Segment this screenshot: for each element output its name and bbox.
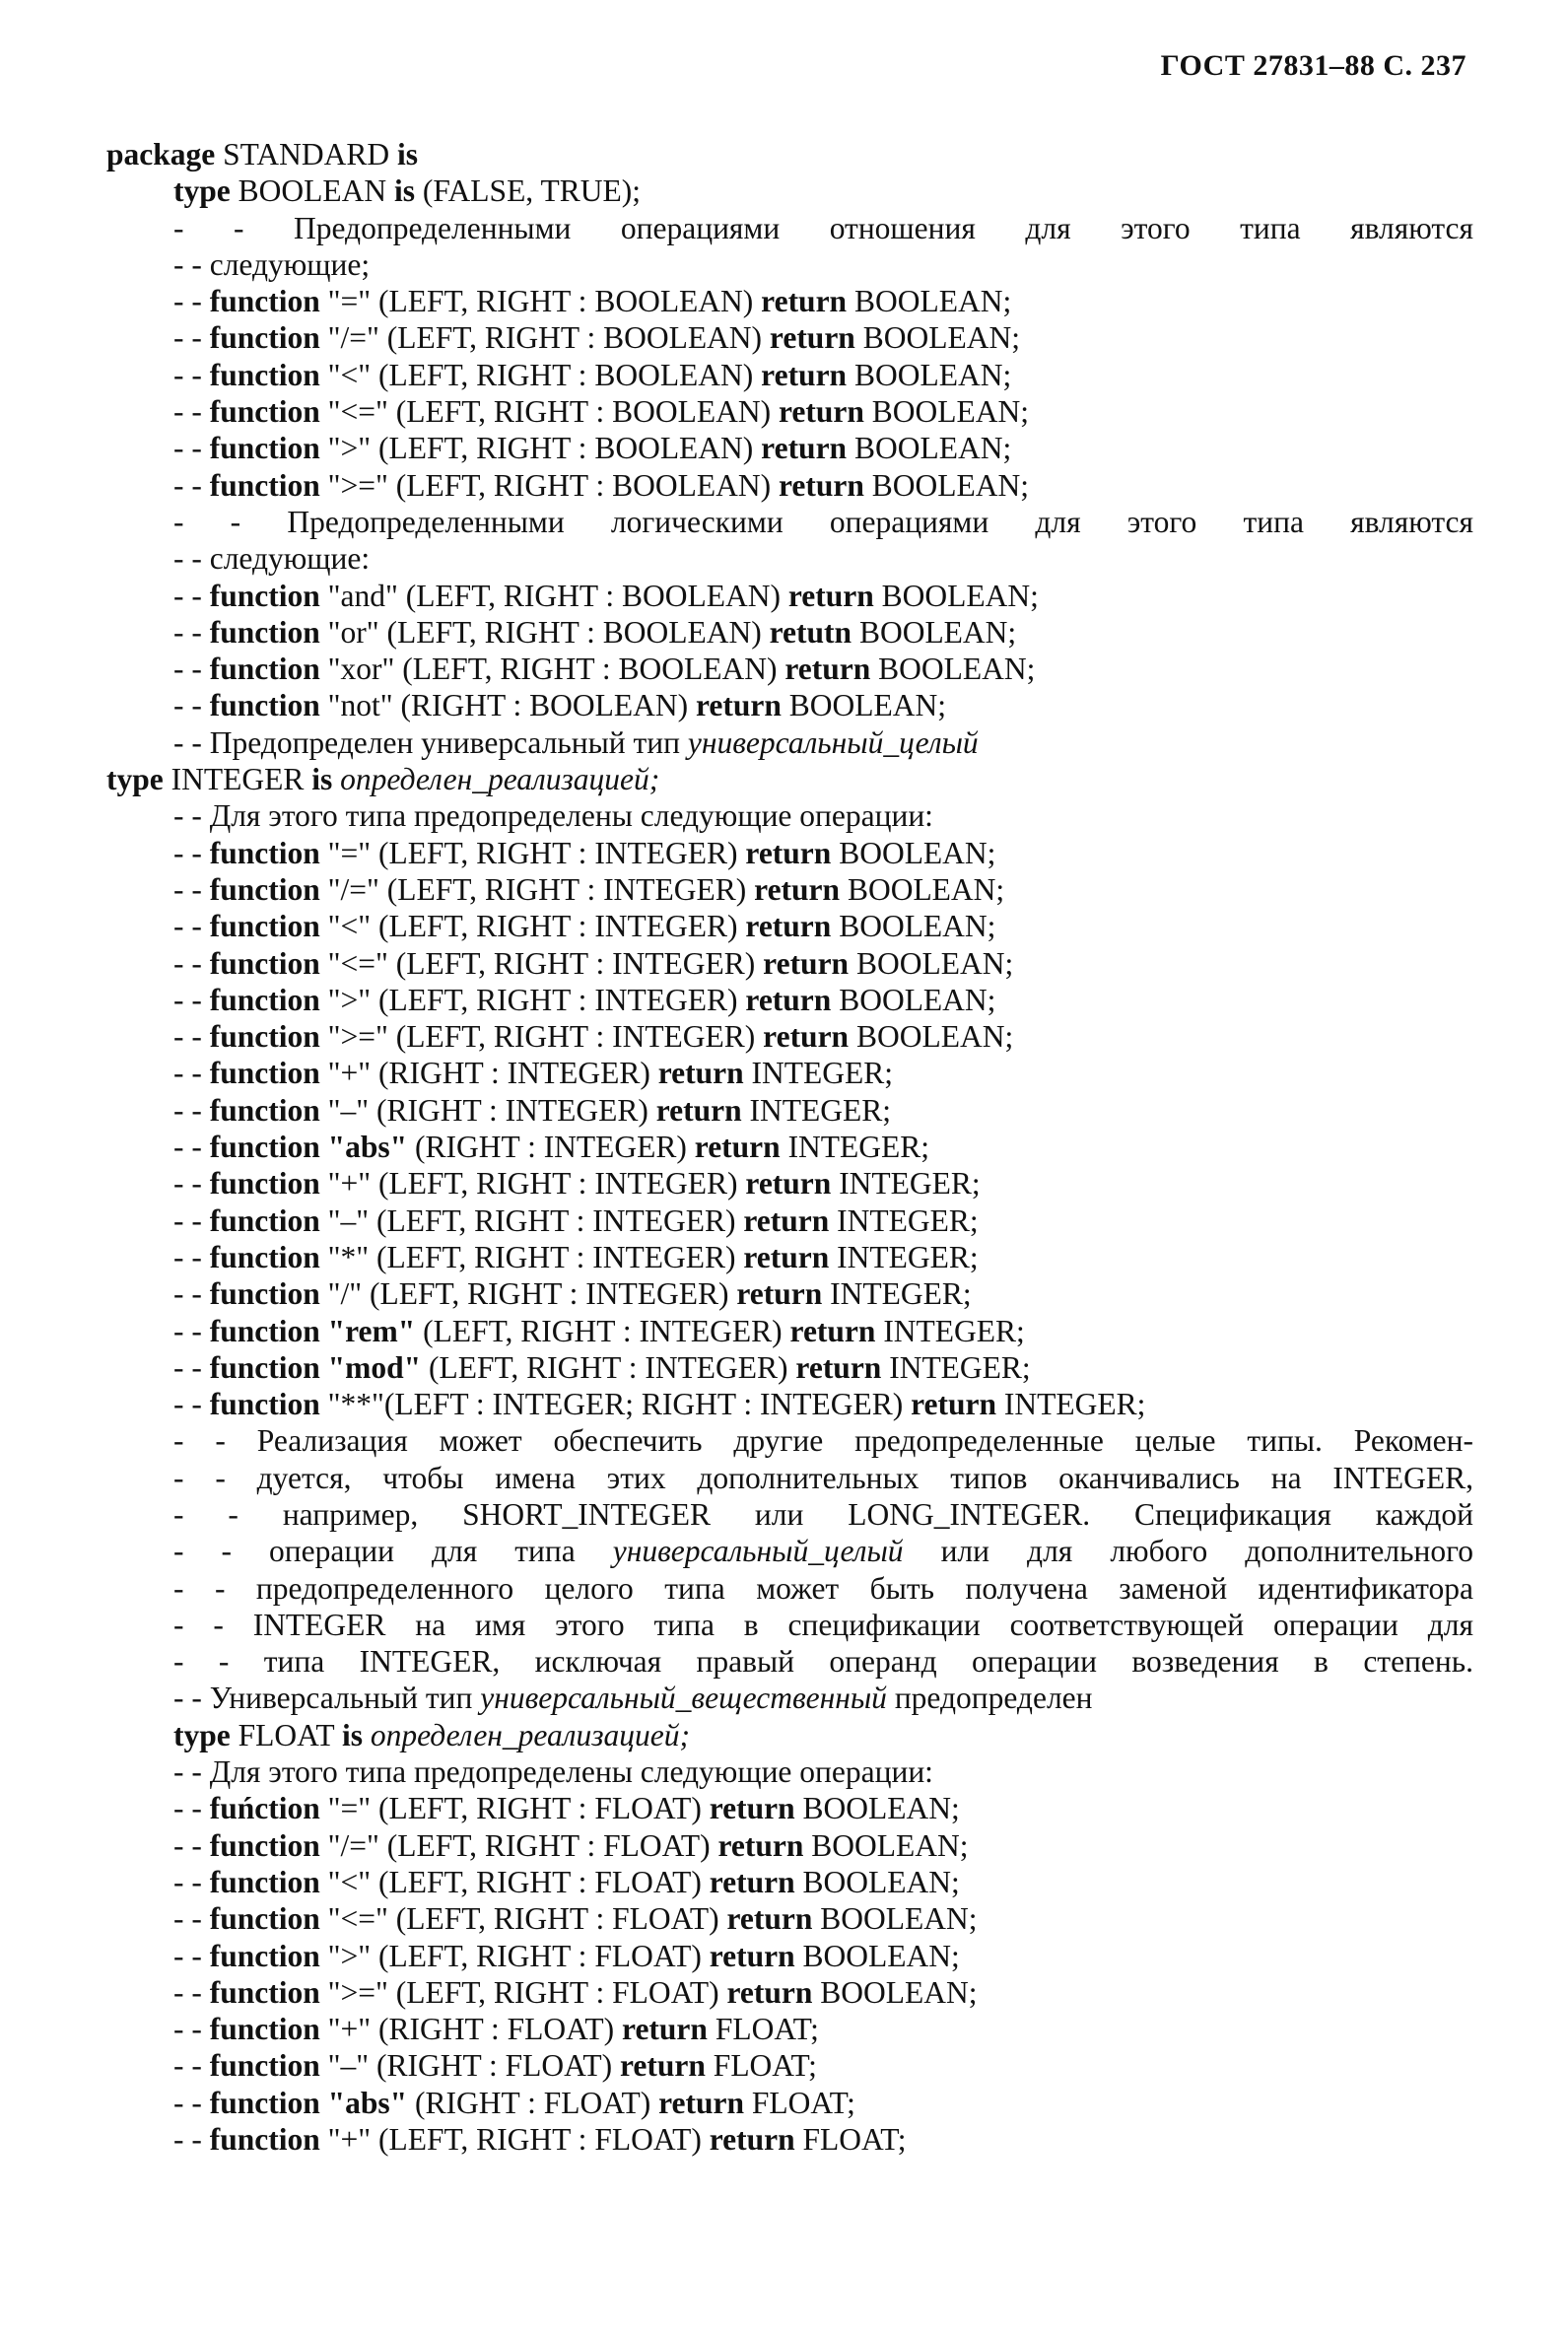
text-run: BOOLEAN; [840,871,1005,907]
keyword: return [784,652,871,687]
text-line [106,1938,1473,1974]
text-run: ">" (LEFT, RIGHT : FLOAT) [319,1938,710,1973]
keyword: return [709,2122,795,2158]
text-run: - - [173,1349,210,1385]
text-line [106,687,1473,723]
text-run: BOOLEAN; [794,1938,960,1973]
text-line [106,246,1473,283]
keyword: return [745,982,832,1017]
text-run: - - [173,2012,210,2047]
keyword: function [209,2085,320,2120]
text-run: INTEGER; [831,1166,981,1202]
text-run: - - операции для типа [173,1534,613,1569]
keyword: return [743,1239,830,1274]
keyword: function [209,1349,320,1385]
keyword: function [209,1019,320,1055]
text-line [106,835,1473,871]
text-run: INTEGER; [829,1202,979,1238]
text-line [106,319,1473,356]
keyword: is [341,1717,363,1752]
keyword: function [209,1239,320,1274]
keyword: is [397,137,419,172]
text-run: - - [173,1938,210,1973]
text-line [106,1239,1473,1275]
text-line [106,1129,1473,1165]
text-run: - - [173,2122,210,2158]
keyword: function [209,871,320,907]
text-run: ">=" (LEFT, RIGHT : FLOAT) [319,1974,727,2010]
text-run: "–" (RIGHT : INTEGER) [319,1092,656,1128]
keyword: "abs" [327,2085,408,2120]
keyword: return [622,2012,708,2047]
text-run: BOOLEAN; [854,320,1020,356]
text-run: FLOAT; [705,2048,817,2084]
keyword: return [736,1276,823,1312]
text-run: "–" (LEFT, RIGHT : INTEGER) [319,1202,744,1238]
text-run: INTEGER; [881,1349,1031,1385]
keyword: function [209,1901,320,1937]
text-run: - - [173,945,210,981]
keyword: type [173,173,231,209]
text-run: FLOAT; [707,2012,819,2047]
italic-term: определен_реализацией; [340,762,660,797]
text-run: "+" (LEFT, RIGHT : INTEGER) [319,1166,746,1202]
text-run: BOOLEAN; [863,467,1029,503]
text-run [363,1718,371,1752]
text-run: BOOLEAN; [847,357,1012,392]
text-line [106,1607,1473,1643]
text-run: INTEGER [163,762,312,797]
keyword: return [761,357,848,392]
text-line [106,1680,1473,1716]
keyword: function [209,614,320,650]
text-run: - - [173,578,210,613]
text-run: - - следующие; [173,246,371,282]
text-run: - - INTEGER на имя этого типа в спецификации соответствующей операции для [173,1607,1473,1642]
text-line [106,1643,1473,1680]
text-run: - - [173,982,210,1017]
text-line [106,724,1473,761]
keyword: return [726,1974,813,2010]
keyword: function [209,467,320,503]
text-line [106,871,1473,908]
text-run: - - Для этого типа предопределены следующие операции: [173,1754,933,1790]
text-run [320,1350,328,1385]
keyword: return [763,945,850,981]
text-run: BOOLEAN; [870,652,1036,687]
text-run: - - [173,909,210,944]
text-run: "*" (LEFT, RIGHT : INTEGER) [319,1239,744,1274]
text-run: ">" (LEFT, RIGHT : BOOLEAN) [319,431,762,466]
text-line [106,1974,1473,2011]
keyword: function [209,1276,320,1312]
text-run: BOOLEAN; [831,982,996,1017]
keyword: function [209,982,320,1017]
text-run: "–" (RIGHT : FLOAT) [319,2048,621,2084]
text-line [106,1313,1473,1349]
keyword: return [709,1791,795,1826]
keyword: function [209,320,320,356]
keyword: function [209,2012,320,2047]
text-run: "/=" (LEFT, RIGHT : BOOLEAN) [319,320,770,356]
text-line [106,504,1473,540]
keyword: type [106,762,164,797]
keyword: fuńction [209,1791,320,1826]
keyword: return [658,2085,744,2120]
text-run: BOOLEAN; [781,688,947,723]
keyword: return [709,1864,795,1899]
text-line [106,651,1473,687]
italic-term: универсальный_целый [612,1534,904,1569]
text-line [106,1717,1473,1753]
keyword: function [209,1313,320,1348]
keyword: function [209,394,320,430]
text-run: INTEGER; [829,1239,979,1274]
keyword: function [209,652,320,687]
text-run: - - [173,1202,210,1238]
italic-term: определен_реализацией; [370,1717,690,1752]
italic-term: универсальный_целый [687,724,979,760]
text-run: - - типа INTEGER, исключая правый операнд операции возведения в степень. [173,1644,1473,1680]
text-line [106,1275,1473,1312]
text-run [332,762,340,796]
text-line [106,136,1473,172]
keyword: return [745,835,832,870]
text-run: INTEGER; [743,1056,894,1091]
keyword: "mod" [327,1349,422,1385]
keyword: return [694,1130,781,1165]
text-run: STANDARD [215,137,397,172]
text-run: BOOLEAN; [803,1827,969,1863]
text-line [106,2121,1473,2158]
keyword: return [726,1901,813,1937]
text-run: INTEGER; [822,1276,972,1312]
keyword: function [209,1166,320,1202]
text-run: - - [173,688,210,723]
keyword: return [787,578,874,613]
text-run: BOOLEAN; [794,1864,960,1899]
text-run: - - Предопределенными операциями отношения для этого типа являются [173,210,1473,245]
text-run: BOOLEAN; [847,431,1012,466]
text-run: - - [173,1864,210,1899]
keyword: return [620,2048,706,2084]
text-run: предопределен [886,1681,1093,1716]
text-run: BOOLEAN; [863,394,1029,430]
text-line [106,1422,1473,1459]
keyword: "rem" [327,1313,416,1348]
text-line [106,2085,1473,2121]
text-run: - - Универсальный тип [173,1681,481,1716]
keyword: return [745,909,832,944]
text-line [106,172,1473,209]
text-line [106,1900,1473,1937]
keyword: function [209,1864,320,1899]
keyword: return [778,394,864,430]
text-line [106,1349,1473,1386]
text-run: BOOLEAN; [831,909,996,944]
text-run: - - [173,1901,210,1937]
text-run: - - [173,1056,210,1091]
text-run: BOOLEAN; [849,945,1014,981]
text-line [106,1570,1473,1607]
text-line [106,1753,1473,1790]
text-run: "<" (LEFT, RIGHT : INTEGER) [319,909,746,944]
keyword: package [106,137,216,172]
text-line [106,2011,1473,2047]
text-line [106,1202,1473,1239]
italic-term: универсальный_вещественный [480,1681,887,1716]
keyword: function [209,2122,320,2158]
text-run: "**"(LEFT : INTEGER; RIGHT : INTEGER) [319,1387,912,1422]
text-run: BOOLEAN [230,173,394,209]
text-run: ">=" (LEFT, RIGHT : BOOLEAN) [319,467,779,503]
text-run: - - [173,1019,210,1055]
text-run: "and" (LEFT, RIGHT : BOOLEAN) [319,578,788,613]
text-run: "=" (LEFT, RIGHT : BOOLEAN) [319,284,762,319]
text-run: "not" (RIGHT : BOOLEAN) [319,688,696,723]
keyword: return [657,1056,744,1091]
document-body [106,136,1473,2158]
text-run: BOOLEAN; [812,1901,978,1937]
text-run: - - дуется, чтобы имена этих дополнительных типов оканчивались на INTEGER, [173,1460,1473,1495]
text-run: BOOLEAN; [852,614,1017,650]
text-line [106,357,1473,393]
text-run: FLOAT; [743,2085,855,2120]
text-run: FLOAT; [794,2122,907,2158]
text-run: - - [173,1276,210,1312]
text-run: INTEGER; [996,1387,1146,1422]
text-run: INTEGER; [875,1313,1025,1348]
keyword: function [209,2048,320,2084]
keyword: return [911,1387,997,1422]
keyword: function [209,1092,320,1128]
text-run: - - [173,1130,210,1165]
keyword: function [209,1056,320,1091]
text-run: BOOLEAN; [831,835,996,870]
keyword: function [209,835,320,870]
keyword: return [696,688,782,723]
keyword: function [209,688,320,723]
keyword: return [743,1202,830,1238]
text-run: "/" (LEFT, RIGHT : INTEGER) [319,1276,737,1312]
text-run: - - [173,357,210,392]
text-run: ">" (LEFT, RIGHT : INTEGER) [319,982,746,1017]
text-run: - - [173,1974,210,2010]
text-run: - - Предопределен универсальный тип [173,724,688,760]
text-run: - - [173,835,210,870]
text-run: "+" (RIGHT : INTEGER) [319,1056,658,1091]
text-line [106,1092,1473,1129]
text-run [320,1314,328,1348]
keyword: function [209,1827,320,1863]
text-run: (LEFT, RIGHT : INTEGER) [415,1313,790,1348]
keyword: return [717,1827,804,1863]
text-run: - - Предопределенными логическими операциями для этого типа являются [173,504,1473,539]
text-run: - - [173,2048,210,2084]
text-run: - - [173,614,210,650]
text-line [106,908,1473,944]
text-run: - - [173,1239,210,1274]
text-run: "/=" (LEFT, RIGHT : FLOAT) [319,1827,718,1863]
text-run: - - [173,284,210,319]
text-run: "<" (LEFT, RIGHT : FLOAT) [319,1864,710,1899]
text-line [106,1864,1473,1900]
text-run: "=" (LEFT, RIGHT : FLOAT) [319,1791,710,1826]
text-run: - - [173,1827,210,1863]
keyword: function [209,1387,320,1422]
text-run: - - [173,871,210,907]
text-run: - - Реализация может обеспечить другие предопределенные целые типы. Рекомен- [173,1423,1473,1459]
text-line [106,210,1473,246]
keyword: return [709,1938,795,1973]
text-line [106,2047,1473,2084]
text-run: - - [173,1092,210,1128]
text-line [106,430,1473,466]
text-run: - - [173,431,210,466]
page-header: ГОСТ 27831–88 С. 237 [1160,49,1466,82]
text-run: INTEGER; [780,1130,930,1165]
keyword: return [795,1349,882,1385]
text-run: "=" (LEFT, RIGHT : INTEGER) [319,835,746,870]
text-line [106,614,1473,651]
text-line [106,1165,1473,1202]
keyword: function [209,578,320,613]
text-line [106,1018,1473,1055]
keyword: function [209,909,320,944]
keyword: retutn [769,614,852,650]
text-run: FLOAT [230,1717,342,1752]
text-run: - - [173,394,210,430]
keyword: return [778,467,864,503]
text-run: - - [173,1166,210,1202]
keyword: "abs" [327,1130,408,1165]
text-line [106,1790,1473,1826]
text-run: - - [173,1387,210,1422]
keyword: return [769,320,855,356]
text-run: "or" (LEFT, RIGHT : BOOLEAN) [319,614,770,650]
text-run: - - [173,320,210,356]
keyword: return [789,1313,876,1348]
text-line [106,283,1473,319]
text-line [106,945,1473,982]
text-line [106,1386,1473,1422]
keyword: function [209,1130,320,1165]
keyword: return [763,1019,850,1055]
keyword: return [761,431,848,466]
text-run: BOOLEAN; [812,1974,978,2010]
text-run: - - [173,467,210,503]
text-run: "/=" (LEFT, RIGHT : INTEGER) [319,871,755,907]
text-run: (RIGHT : INTEGER) [407,1130,695,1165]
text-run [320,2086,328,2120]
text-line [106,797,1473,834]
keyword: return [761,284,848,319]
text-line [106,1460,1473,1496]
text-line [106,540,1473,577]
text-run: "<" (LEFT, RIGHT : BOOLEAN) [319,357,762,392]
text-run: INTEGER; [741,1092,891,1128]
text-run: или для любого дополнительного [903,1534,1473,1569]
text-run: - - [173,1791,210,1826]
keyword: return [655,1092,742,1128]
text-run: (LEFT, RIGHT : INTEGER) [421,1349,796,1385]
text-line [106,982,1473,1018]
text-run: - - [173,2085,210,2120]
text-run: "<=" (LEFT, RIGHT : FLOAT) [319,1901,727,1937]
text-run: BOOLEAN; [873,578,1039,613]
text-line [106,1827,1473,1864]
text-run: - - [173,652,210,687]
text-run: - - предопределенного целого типа может быть получена заменой идентификатора [173,1570,1473,1606]
text-run [320,1130,328,1164]
text-run: - - следующие: [173,541,371,577]
text-run: BOOLEAN; [849,1019,1014,1055]
text-line [106,761,1473,797]
text-line [106,578,1473,614]
text-run: BOOLEAN; [794,1791,960,1826]
keyword: return [754,871,841,907]
keyword: function [209,284,320,319]
text-run: "+" (LEFT, RIGHT : FLOAT) [319,2122,710,2158]
keyword: is [394,173,416,209]
text-run: "<=" (LEFT, RIGHT : BOOLEAN) [319,394,779,430]
keyword: is [311,762,333,797]
keyword: return [745,1166,832,1202]
keyword: function [209,945,320,981]
text-run: - - Для этого типа предопределены следующие операции: [173,798,933,834]
keyword: function [209,1202,320,1238]
text-run: "xor" (LEFT, RIGHT : BOOLEAN) [319,652,785,687]
text-line [106,1496,1473,1533]
keyword: type [173,1717,231,1752]
text-run: ">=" (LEFT, RIGHT : INTEGER) [319,1019,764,1055]
keyword: function [209,1938,320,1973]
text-line [106,393,1473,430]
text-run: BOOLEAN; [847,284,1012,319]
text-line [106,1055,1473,1091]
text-line [106,467,1473,504]
keyword: function [209,431,320,466]
text-run: (RIGHT : FLOAT) [407,2085,659,2120]
text-run: - - например, SHORT_INTEGER или LONG_INTEGER. Спецификация каждой [173,1496,1473,1532]
text-run: "+" (RIGHT : FLOAT) [319,2012,623,2047]
keyword: function [209,357,320,392]
text-run: (FALSE, TRUE); [415,173,641,209]
text-run: - - [173,1313,210,1348]
keyword: function [209,1974,320,2010]
text-line [106,1533,1473,1569]
text-run: "<=" (LEFT, RIGHT : INTEGER) [319,945,764,981]
